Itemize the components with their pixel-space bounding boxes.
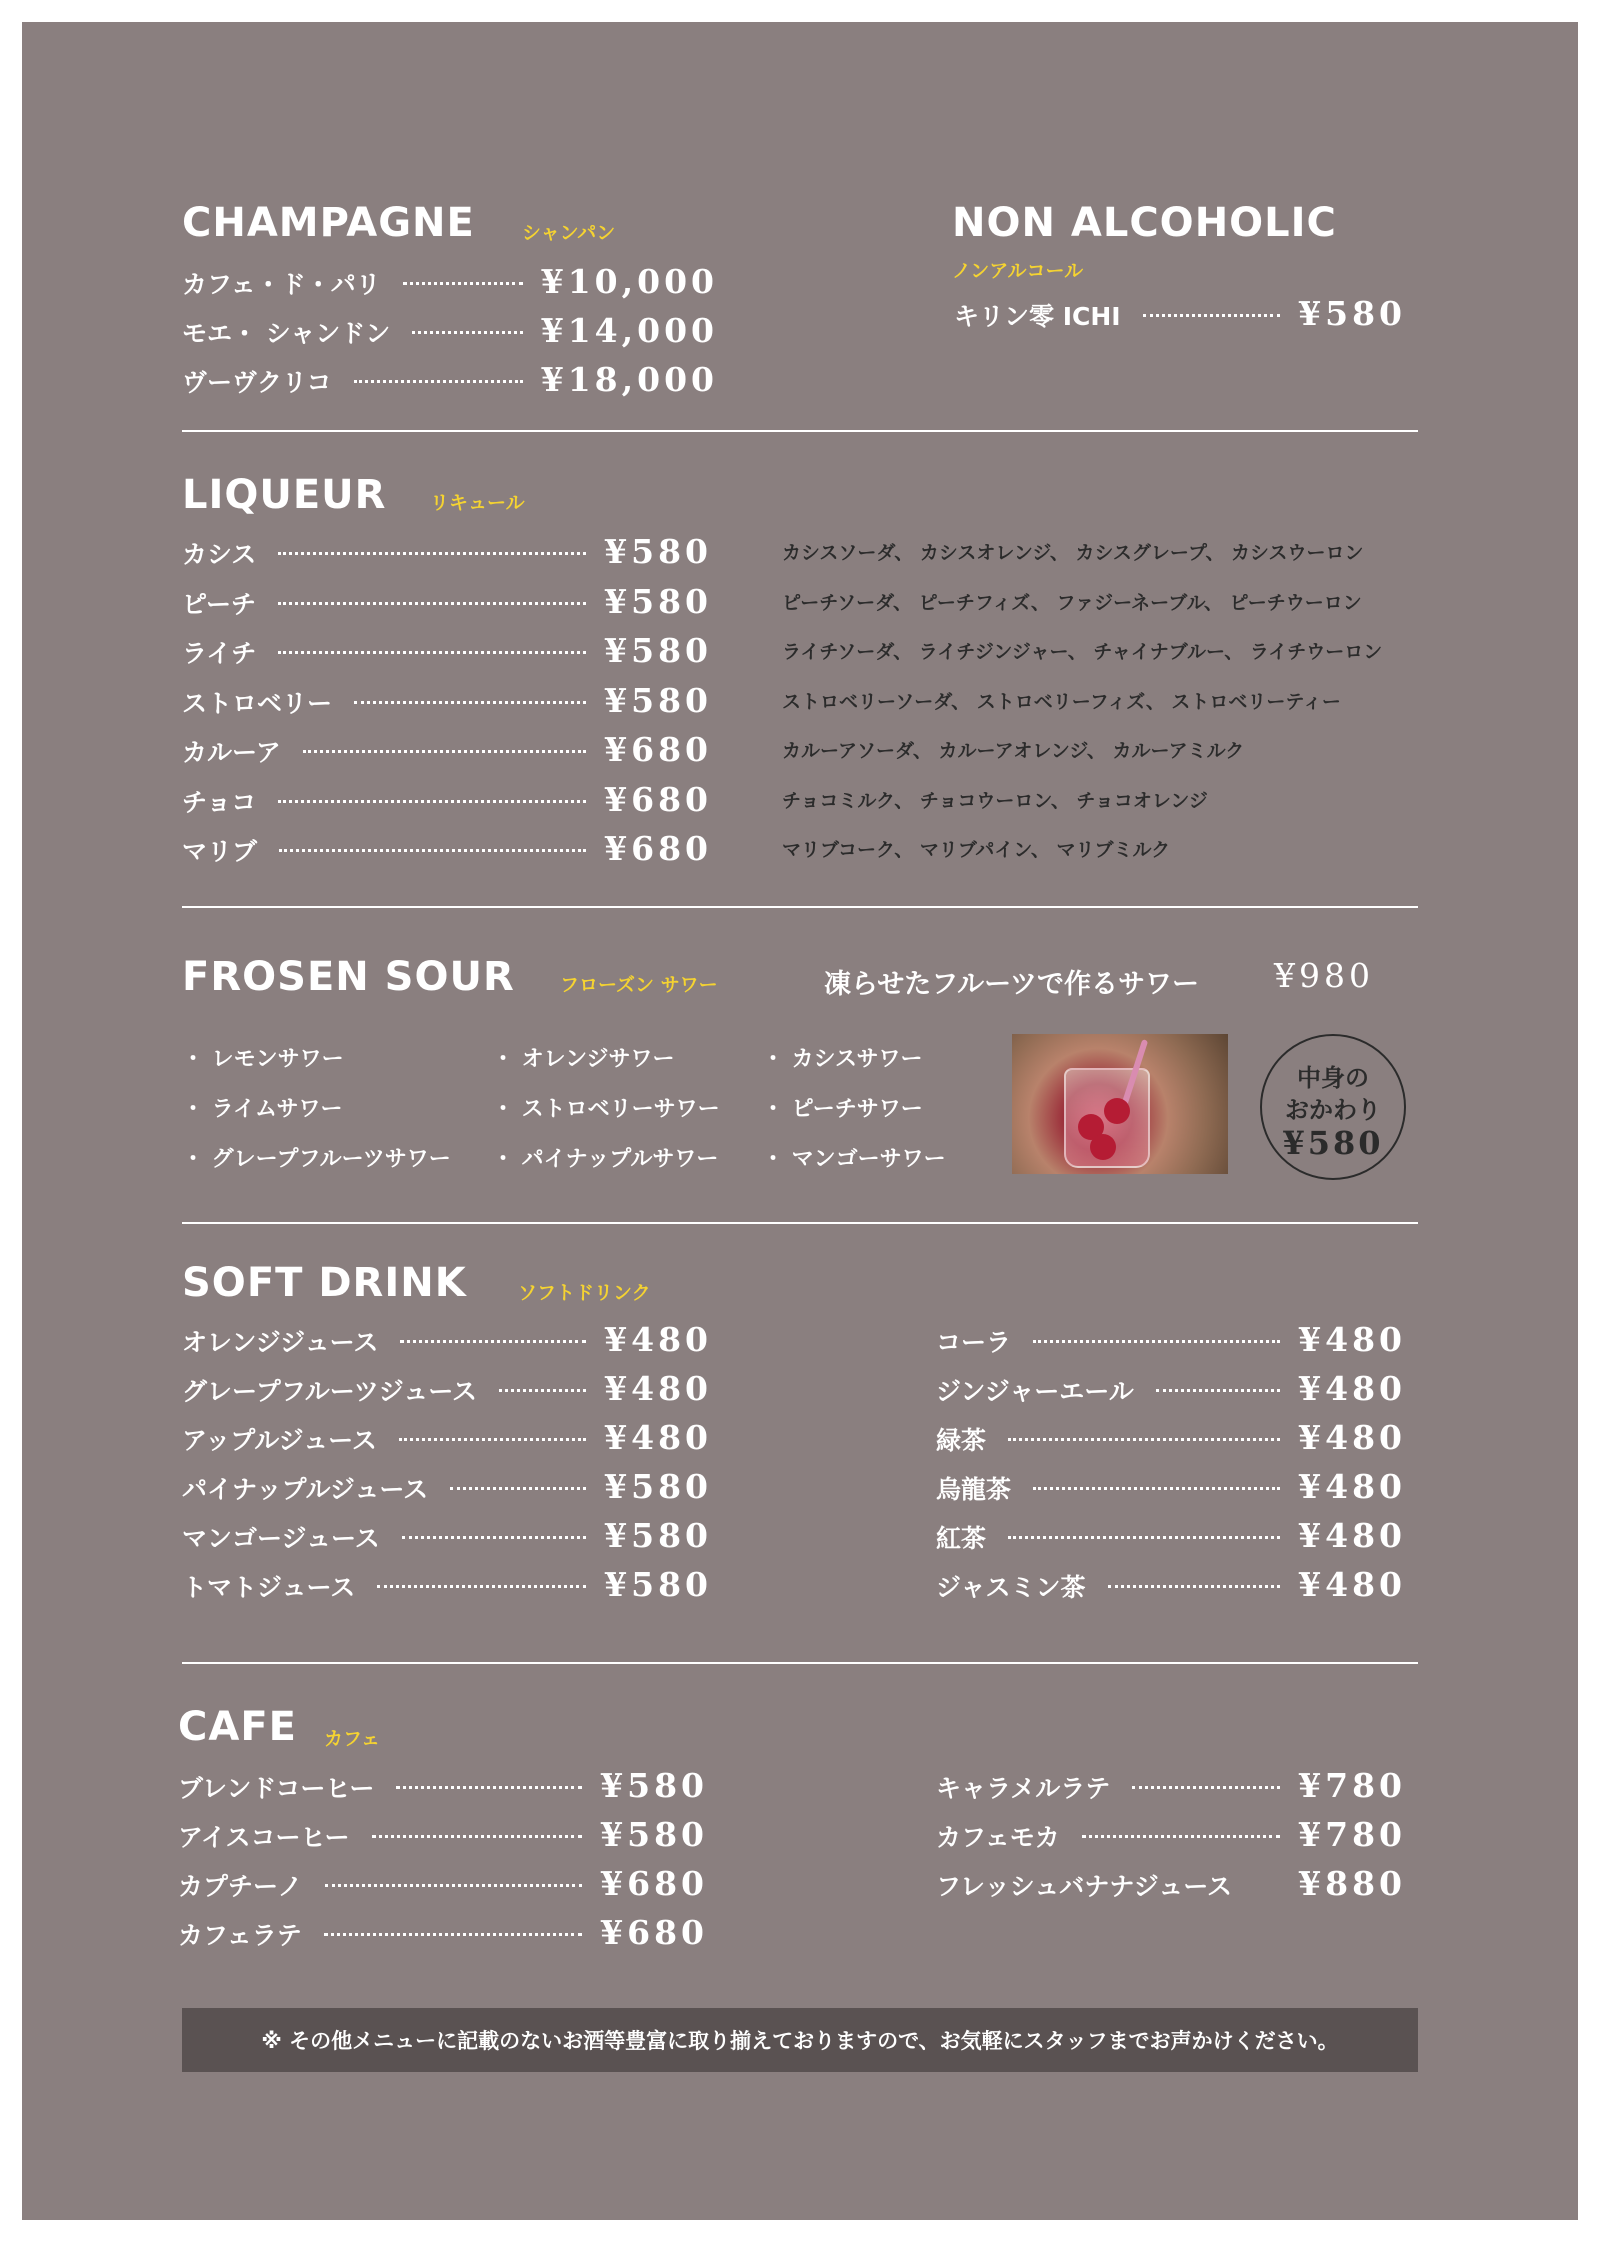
menu-sheet xyxy=(22,22,1578,2220)
leader-dots xyxy=(450,1487,586,1490)
soft-drink-title-jp: ソフトドリンク xyxy=(518,1282,651,1304)
leader-dots xyxy=(399,1438,586,1441)
item-price: ¥480 xyxy=(604,1369,712,1408)
menu-item-soft-left-1 xyxy=(182,1320,712,1359)
menu-item-soft-right-1 xyxy=(936,1320,1406,1359)
menu-item-soft-left-2 xyxy=(182,1369,712,1408)
section-divider xyxy=(182,430,1418,432)
item-price: ¥480 xyxy=(1298,1516,1406,1555)
menu-item-liqueur-1 xyxy=(182,532,712,571)
leader-dots xyxy=(1033,1340,1280,1343)
leader-dots xyxy=(354,380,523,383)
item-price: ¥580 xyxy=(604,1516,712,1555)
frozen-sour-price: ¥980 xyxy=(1274,956,1374,995)
item-name: フレッシュバナナジュース xyxy=(936,1872,1233,1901)
sour-flavor: ・ ピーチサワー xyxy=(762,1097,923,1122)
leader-dots xyxy=(1033,1487,1280,1490)
menu-item-soft-right-3 xyxy=(936,1418,1406,1457)
leader-dots xyxy=(412,331,523,334)
leader-dots xyxy=(1132,1786,1280,1789)
item-name: マリブ xyxy=(182,837,258,866)
leader-dots xyxy=(377,1585,586,1588)
menu-item-soft-right-5 xyxy=(936,1516,1406,1555)
item-name: カフェラテ xyxy=(178,1921,302,1950)
leader-dots xyxy=(279,849,586,852)
menu-item-soft-left-3 xyxy=(182,1418,712,1457)
menu-item-soft-left-4 xyxy=(182,1467,712,1506)
soft-drink-title: SOFT DRINK xyxy=(182,1260,467,1306)
menu-item-cafe-left-2 xyxy=(178,1815,708,1854)
leader-dots xyxy=(400,1340,586,1343)
sour-flavor: ・ レモンサワー xyxy=(182,1047,344,1072)
item-price: ¥480 xyxy=(604,1320,712,1359)
item-name: アイスコーヒー xyxy=(178,1823,350,1852)
liqueur-title: LIQUEUR xyxy=(182,472,387,518)
leader-dots xyxy=(324,1933,582,1936)
item-name: オレンジジュース xyxy=(182,1328,379,1357)
leader-dots xyxy=(354,701,586,704)
item-name: ジャスミン茶 xyxy=(936,1573,1086,1602)
item-name: ブレンドコーヒー xyxy=(178,1774,375,1803)
sour-flavor: ・ カシスサワー xyxy=(762,1047,923,1072)
item-price: ¥18,000 xyxy=(540,360,718,399)
liqueur-variations-3: ライチソーダ、 ライチジンジャー、 チャイナブルー、 ライチウーロン xyxy=(782,641,1383,663)
item-name: 緑茶 xyxy=(936,1426,987,1455)
item-name: チョコ xyxy=(182,788,257,817)
item-name: キャラメルラテ xyxy=(936,1774,1111,1803)
non-alcoholic-title-jp: ノンアルコール xyxy=(952,260,1084,282)
frozen-sour-title-jp: フローズン サワー xyxy=(560,974,718,996)
item-name: コーラ xyxy=(936,1328,1012,1357)
item-price: ¥580 xyxy=(604,631,712,670)
item-name: カフェ・ド・パリ xyxy=(182,270,381,299)
menu-item-liqueur-7 xyxy=(182,829,712,868)
leader-dots xyxy=(372,1835,583,1838)
item-price: ¥480 xyxy=(1298,1369,1406,1408)
item-price: ¥680 xyxy=(600,1913,708,1952)
item-name: モエ・ シャンドン xyxy=(182,319,391,348)
liqueur-title-jp: リキュール xyxy=(430,492,525,514)
menu-item-soft-right-2 xyxy=(936,1369,1406,1408)
item-name: カルーア xyxy=(182,738,281,767)
menu-item-soft-right-6 xyxy=(936,1565,1406,1604)
menu-item-soft-left-5 xyxy=(182,1516,712,1555)
item-price: ¥680 xyxy=(604,829,712,868)
item-price: ¥780 xyxy=(1298,1815,1406,1854)
item-price: ¥480 xyxy=(1298,1467,1406,1506)
item-name: マンゴージュース xyxy=(182,1524,380,1553)
champagne-title-jp: シャンパン xyxy=(522,222,616,244)
item-name: パイナップルジュース xyxy=(182,1475,429,1504)
item-price: ¥580 xyxy=(604,1467,712,1506)
item-name: ヴーヴクリコ xyxy=(182,368,332,397)
menu-item-liqueur-5 xyxy=(182,730,712,769)
section-divider xyxy=(182,1662,1418,1664)
menu-item-champagne-2 xyxy=(182,311,718,350)
item-name: 紅茶 xyxy=(936,1524,987,1553)
item-price: ¥580 xyxy=(604,681,712,720)
item-name: グレープフルーツジュース xyxy=(182,1377,478,1406)
menu-item-liqueur-2 xyxy=(182,582,712,621)
sour-flavor: ・ オレンジサワー xyxy=(492,1047,675,1072)
liqueur-variations-6: チョコミルク、 チョコウーロン、 チョコオレンジ xyxy=(782,790,1208,812)
menu-item-liqueur-3 xyxy=(182,631,712,670)
item-price: ¥680 xyxy=(604,780,712,819)
item-price: ¥14,000 xyxy=(540,311,718,350)
leader-dots xyxy=(1156,1389,1280,1392)
item-name: カシス xyxy=(182,540,257,569)
item-price: ¥10,000 xyxy=(540,262,718,301)
item-price: ¥580 xyxy=(600,1815,708,1854)
sour-flavor: ・ ストロベリーサワー xyxy=(492,1097,720,1122)
menu-item-cafe-left-1 xyxy=(178,1766,708,1805)
item-price: ¥580 xyxy=(600,1766,708,1805)
refill-line2: おかわり xyxy=(1285,1096,1381,1124)
menu-item-non-alcoholic-1 xyxy=(954,294,1406,333)
sour-flavor: ・ グレープフルーツサワー xyxy=(182,1147,451,1172)
leader-dots xyxy=(396,1786,582,1789)
item-price: ¥480 xyxy=(1298,1565,1406,1604)
item-name: 烏龍茶 xyxy=(936,1475,1012,1504)
item-price: ¥480 xyxy=(1298,1320,1406,1359)
champagne-title: CHAMPAGNE xyxy=(182,200,475,246)
sour-flavor: ・ パイナップルサワー xyxy=(492,1147,719,1172)
item-price: ¥580 xyxy=(1298,294,1406,333)
leader-dots xyxy=(1008,1536,1280,1539)
item-price: ¥880 xyxy=(1298,1864,1406,1903)
liqueur-variations-1: カシスソーダ、 カシスオレンジ、 カシスグレープ、 カシスウーロン xyxy=(782,542,1364,564)
liqueur-variations-4: ストロベリーソーダ、 ストロベリーフィズ、 ストロベリーティー xyxy=(782,691,1341,713)
menu-item-cafe-right-3 xyxy=(936,1864,1406,1903)
menu-item-cafe-right-2 xyxy=(936,1815,1406,1854)
menu-item-liqueur-4 xyxy=(182,681,712,720)
item-price: ¥580 xyxy=(604,582,712,621)
leader-dots xyxy=(402,1536,586,1539)
item-price: ¥780 xyxy=(1298,1766,1406,1805)
frozen-sour-title: FROSEN SOUR xyxy=(182,954,515,1000)
menu-item-cafe-right-1 xyxy=(936,1766,1406,1805)
sour-flavor: ・ マンゴーサワー xyxy=(762,1147,946,1172)
item-name: カフェモカ xyxy=(936,1823,1060,1852)
item-name: トマトジュース xyxy=(182,1573,356,1602)
item-name: ライチ xyxy=(182,639,257,668)
frozen-sour-photo xyxy=(1012,1034,1228,1174)
item-name: ピーチ xyxy=(182,590,257,619)
leader-dots xyxy=(499,1389,586,1392)
item-price: ¥580 xyxy=(604,532,712,571)
item-price: ¥680 xyxy=(600,1864,708,1903)
menu-item-cafe-left-3 xyxy=(178,1864,708,1903)
liqueur-variations-5: カルーアソーダ、 カルーアオレンジ、 カルーアミルク xyxy=(782,740,1245,762)
refill-badge xyxy=(1260,1034,1406,1180)
leader-dots xyxy=(278,651,586,654)
frozen-sour-tagline: 凍らせたフルーツで作るサワー xyxy=(824,969,1200,1000)
section-divider xyxy=(182,906,1418,908)
berry-shape xyxy=(1090,1134,1116,1160)
berry-shape xyxy=(1104,1098,1130,1124)
item-name: ジンジャーエール xyxy=(936,1377,1134,1406)
leader-dots xyxy=(278,552,586,555)
leader-dots xyxy=(1108,1585,1281,1588)
leader-dots xyxy=(303,750,586,753)
cafe-title-jp: カフェ xyxy=(324,1728,381,1750)
menu-item-cafe-left-4 xyxy=(178,1913,708,1952)
refill-price: ¥580 xyxy=(1282,1124,1384,1162)
liqueur-variations-2: ピーチソーダ、 ピーチフィズ、 ファジーネーブル、 ピーチウーロン xyxy=(782,592,1362,614)
item-price: ¥680 xyxy=(604,730,712,769)
sour-flavor: ・ ライムサワー xyxy=(182,1097,343,1122)
leader-dots xyxy=(278,602,586,605)
item-price: ¥580 xyxy=(604,1565,712,1604)
section-divider xyxy=(182,1222,1418,1224)
menu-item-soft-right-4 xyxy=(936,1467,1406,1506)
item-price: ¥480 xyxy=(604,1418,712,1457)
item-price: ¥480 xyxy=(1298,1418,1406,1457)
cafe-title: CAFE xyxy=(178,1704,297,1750)
leader-dots xyxy=(1008,1438,1280,1441)
liqueur-variations-7: マリブコーク、 マリブパイン、 マリブミルク xyxy=(782,839,1171,861)
item-name: アップルジュース xyxy=(182,1426,377,1455)
notice-banner: ※ その他メニューに記載のないお酒等豊富に取り揃えておりますので、お気軽にスタッフまでお声かけください。 xyxy=(182,2008,1418,2072)
menu-item-champagne-1 xyxy=(182,262,718,301)
leader-dots xyxy=(325,1884,583,1887)
refill-line1: 中身の xyxy=(1297,1064,1369,1092)
item-name: ストロベリー xyxy=(182,689,333,718)
item-name: キリン零 ICHI xyxy=(954,302,1121,331)
leader-dots xyxy=(403,282,523,285)
leader-dots xyxy=(1143,314,1281,317)
menu-item-champagne-3 xyxy=(182,360,718,399)
non-alcoholic-title: NON ALCOHOLIC xyxy=(952,200,1337,246)
item-name: カプチーノ xyxy=(178,1872,303,1901)
menu-item-liqueur-6 xyxy=(182,780,712,819)
menu-item-soft-left-6 xyxy=(182,1565,712,1604)
leader-dots xyxy=(1082,1835,1280,1838)
leader-dots xyxy=(278,800,586,803)
